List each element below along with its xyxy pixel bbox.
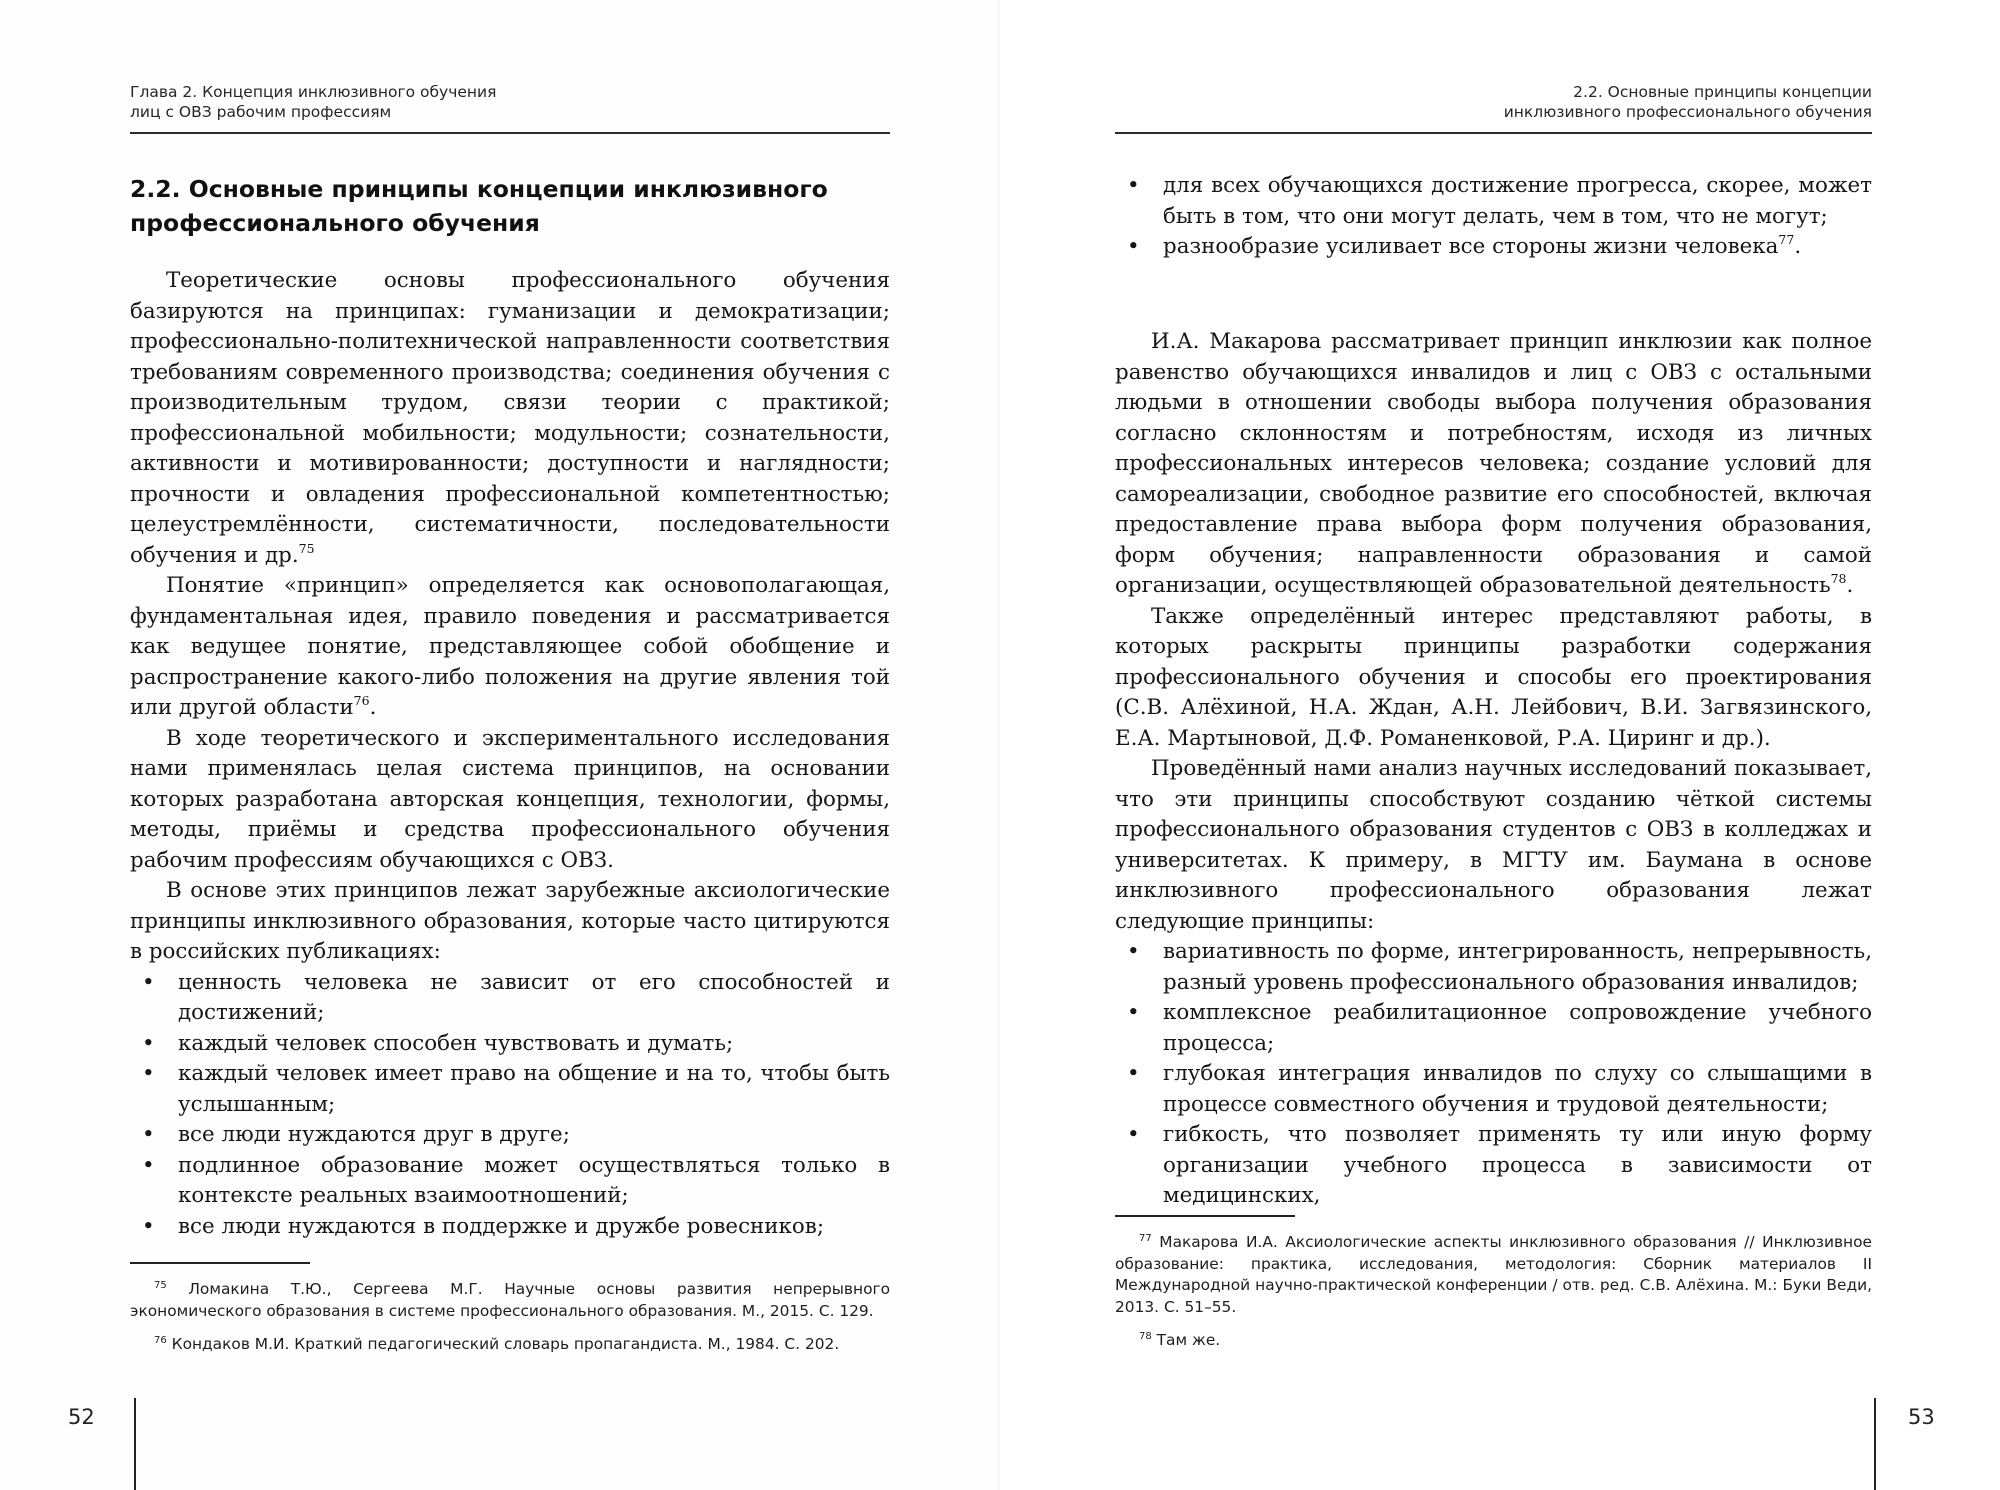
page-edge-rule-left	[134, 1398, 136, 1490]
section-title	[130, 172, 910, 240]
bullet-list	[1115, 171, 1872, 263]
right-body-text	[1115, 327, 1872, 1212]
footnote-ref[interactable]: 77	[1778, 232, 1795, 247]
left-footnotes	[130, 1279, 890, 1368]
header-rule	[1115, 132, 1872, 134]
header-line-2: лиц с ОВЗ рабочим профессиям	[130, 103, 392, 121]
list-item: • подлинное образование может осуществляться только в контексте реальных взаимоотношений;	[142, 1152, 890, 1208]
bullet-list	[130, 968, 890, 1243]
list-item: • каждый человек имеет право на общение и на то, чтобы быть услышанным;	[142, 1061, 890, 1117]
paragraph: В основе этих принципов лежат зарубежные аксиологические принципы инклюзивного образования, которые часто цитируются в российских публикациях:	[130, 878, 890, 964]
header-line-2: инклюзивного профессионального обучения	[1503, 103, 1872, 121]
bullet-icon: •	[142, 1213, 155, 1239]
bullet-icon: •	[1127, 234, 1140, 259]
list-item: • разнообразие усиливает все стороны жизни человека$^{77}$.	[1115, 232, 1872, 263]
header-line-1: 2.2. Основные принципы концепции	[1573, 83, 1872, 101]
paragraph: И.А. Макарова рассматривает принцип инклюзии как полное равенство обучающихся инвалидов и лиц с ОВЗ с остальными людьми в отношении свободы выбора получения образования согласно склонностям и потребностям, исходя из личных профессиональных интересов человека; создание условий для самореализации, свободное развитие его способностей, включая предоставление права выбора форм получения образования, форм обучения; направленности образования и самой организации, осуществляющей образовательной деятельность$^{78}$.	[1115, 329, 1872, 598]
list-item: • все люди нуждаются друг в друге;	[130, 1120, 890, 1151]
list-item: • комплексное реабилитационное сопровождение учебного процесса;	[1127, 1000, 1872, 1056]
running-header-left	[130, 82, 496, 122]
section-title-line-2: профессионального обучения	[130, 209, 540, 237]
bullet-icon: •	[142, 1030, 155, 1056]
bullet-icon: •	[142, 969, 155, 995]
header-rule	[130, 132, 890, 134]
footnote-ref[interactable]: 78	[1830, 571, 1847, 586]
list-item: • ценность человека не зависит от его способностей и достижений;	[142, 969, 890, 1025]
section-title-line-1: 2.2. Основные принципы концепции инклюзивного	[130, 175, 828, 203]
bullet-icon: •	[142, 1152, 155, 1178]
page-edge-rule-right	[1874, 1398, 1876, 1490]
bullet-icon: •	[142, 1061, 155, 1086]
list-item: • для всех обучающихся достижение прогресса, скорее, может быть в том, что они могут делать, чем в том, что не могут;	[1127, 173, 1872, 229]
list-item: • вариативность по форме, интегрированность, непрерывность, разный уровень профессионального образования инвалидов;	[1127, 939, 1872, 995]
list-item: • все люди нуждаются в поддержке и дружбе ровесников;	[130, 1212, 890, 1243]
footnote-75: $^{75}$ Ломакина Т.Ю., Сергеева М.Г. Научные основы развития непрерывного экономического образования в системе профессионального образования. М., 2015. С. 129.	[130, 1280, 890, 1320]
running-header-right	[1504, 82, 1872, 122]
list-item: • глубокая интеграция инвалидов по слуху со слышащими в процессе совместного обучения и трудовой деятельности;	[1127, 1061, 1872, 1117]
right-page	[1000, 0, 2000, 1490]
list-item: • гибкость, что позволяет применять ту или иную форму организации учебного процесса в зависимости от медицинских,	[1127, 1122, 1872, 1208]
footnote-rule	[130, 1262, 310, 1264]
right-footnotes	[1115, 1232, 1872, 1364]
footnote-78: $^{78}$ Там же.	[1139, 1331, 1221, 1349]
bullet-list	[1115, 937, 1872, 1212]
paragraph: Также определённый интерес представляют работы, в которых раскрыты принципы разработки содержания профессионального обучения и способы его проектирования (С.В. Алёхиной, Н.А. Ждан, А.Н. Лейбович, В.И. Загвязинского, Е.А. Мартыновой, Д.Ф. Романенковой, Р.А. Циринг и др.).	[1115, 603, 1872, 751]
bullet-icon: •	[1127, 939, 1140, 964]
page-number-left: 52	[68, 1405, 95, 1429]
paragraph: Теоретические основы профессионального обучения базируются на принципах: гуманизации и демократизации; профессионально-политехнической направленности соответствия требованиям современного производства; соединения обучения с производительным трудом, связи теории с практикой; профессиональной мобильности; модульности; сознательности, активности и мотивированности; доступности и наглядности; прочности и овладения профессиональной компетентностью; целеустремлённости, систематичности, последовательности обучения и др.$^{75}$	[130, 268, 890, 568]
bullet-icon: •	[1127, 1061, 1140, 1086]
bullet-icon: •	[142, 1122, 155, 1147]
page-number-right: 53	[1908, 1405, 1935, 1429]
paragraph: Понятие «принцип» определяется как основополагающая, фундаментальная идея, правило поведения и рассматривается как ведущее понятие, представляющее собой обобщение и распространение какого-либо положения на другие явления той или другой области$^{76}$.	[130, 573, 890, 720]
paragraph: Проведённый нами анализ научных исследований показывает, что эти принципы способствуют созданию чёткой системы профессионального образования студентов с ОВЗ в колледжах и университетах. К примеру, в МГТУ им. Баумана в основе инклюзивного профессионального образования лежат следующие принципы:	[1115, 756, 1872, 934]
footnote-76: $^{76}$ Кондаков М.И. Краткий педагогический словарь пропагандиста. М., 1984. С. 202.	[154, 1335, 840, 1353]
bullet-icon: •	[1127, 173, 1140, 198]
bullet-icon: •	[1127, 1122, 1140, 1147]
paragraph: В ходе теоретического и экспериментального исследования нами применялась целая система принципов, на основании которых разработана авторская концепция, технологии, формы, методы, приёмы и средства профессионального обучения рабочим профессиям обучающихся с ОВЗ.	[130, 725, 890, 873]
left-body-text	[130, 266, 890, 1242]
footnote-ref[interactable]: 75	[298, 540, 315, 556]
right-body-text-top	[1115, 171, 1872, 263]
footnote-ref[interactable]: 76	[353, 693, 370, 708]
header-line-1: Глава 2. Концепция инклюзивного обучения	[130, 83, 497, 101]
list-item: • каждый человек способен чувствовать и думать;	[130, 1029, 890, 1060]
footnote-77: $^{77}$ Макарова И.А. Аксиологические аспекты инклюзивного образования // Инклюзивное образование: практика, исследования, методология: Сборник материалов II Международной научно-практической конференции / отв. ред. С.В. Алёхина. М.: Буки Веди, 2013. С. 51–55.	[1115, 1233, 1872, 1316]
bullet-icon: •	[1127, 1000, 1140, 1025]
footnote-rule	[1115, 1215, 1295, 1217]
